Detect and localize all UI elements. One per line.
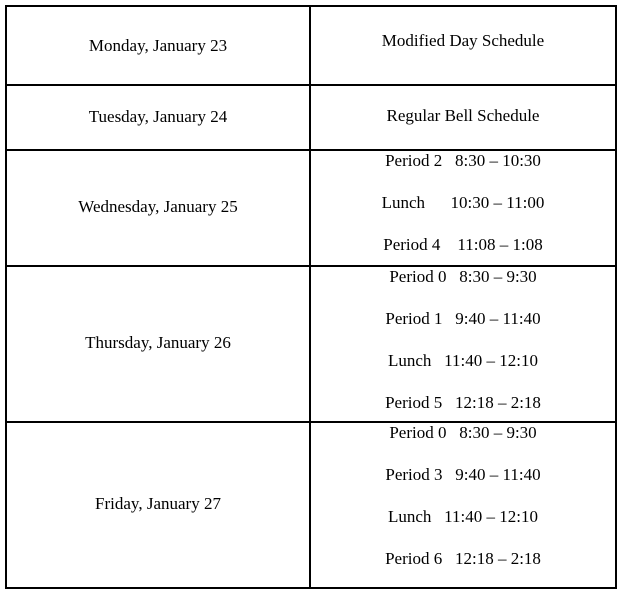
- schedule-cell: [311, 7, 615, 84]
- period-time: 8:30 – 10:30: [454, 151, 541, 170]
- period-time: 12:18 – 2:18: [454, 549, 541, 568]
- day-cell: [7, 149, 311, 265]
- day-label: Tuesday, January 24: [88, 106, 228, 126]
- period-entry: [311, 351, 615, 371]
- schedule-row-wednesday: [7, 149, 615, 267]
- period-entry: [311, 465, 615, 485]
- schedule-table: [5, 5, 617, 589]
- period-time: 10:30 – 11:00: [450, 193, 545, 212]
- schedule-row-monday: [7, 7, 615, 86]
- schedule-label: Regular Bell Schedule: [386, 106, 540, 125]
- period-name: Period 0: [389, 423, 447, 442]
- schedule-cell: [311, 84, 615, 149]
- schedule-row-tuesday: [7, 84, 615, 151]
- period-name: Period 2: [385, 151, 443, 170]
- schedule-label: Modified Day Schedule: [381, 31, 545, 50]
- period-entry: [311, 193, 615, 213]
- period-name: Period 1: [385, 309, 443, 328]
- day-cell: [7, 421, 311, 587]
- day-cell: [7, 84, 311, 149]
- period-entry: [311, 235, 615, 255]
- day-label: Wednesday, January 25: [78, 197, 238, 216]
- schedule-cell: [311, 149, 615, 265]
- period-time: 12:18 – 2:18: [454, 393, 541, 412]
- period-name: Lunch: [381, 193, 426, 212]
- period-entry: [311, 393, 615, 413]
- period-time: 9:40 – 11:40: [455, 465, 541, 484]
- period-time: 9:40 – 11:40: [455, 309, 541, 328]
- period-entry: [311, 423, 615, 443]
- period-time: 11:08 – 1:08: [457, 235, 543, 254]
- period-entry: [311, 151, 615, 171]
- day-label: Friday, January 27: [95, 494, 221, 513]
- period-entry: [311, 309, 615, 329]
- day-label: Thursday, January 26: [85, 333, 231, 352]
- day-cell: [7, 265, 311, 421]
- period-name: Lunch: [387, 351, 432, 370]
- day-label: Monday, January 23: [88, 35, 228, 55]
- period-name: Period 4: [383, 235, 441, 254]
- period-entry: [311, 507, 615, 527]
- period-name: Period 6: [385, 549, 443, 568]
- period-name: Lunch: [387, 507, 432, 526]
- period-entry: [311, 549, 615, 569]
- period-name: Period 5: [385, 393, 443, 412]
- period-name: Period 3: [385, 465, 443, 484]
- schedule-row-thursday: [7, 265, 615, 423]
- period-time: 8:30 – 9:30: [459, 423, 537, 442]
- day-cell: [7, 7, 311, 84]
- period-name: Period 0: [389, 267, 447, 286]
- period-entry: [311, 267, 615, 287]
- period-time: 11:40 – 12:10: [444, 351, 538, 370]
- period-time: 11:40 – 12:10: [444, 507, 538, 526]
- schedule-cell: [311, 421, 615, 587]
- period-time: 8:30 – 9:30: [459, 267, 537, 286]
- schedule-row-friday: [7, 421, 615, 587]
- schedule-cell: [311, 265, 615, 421]
